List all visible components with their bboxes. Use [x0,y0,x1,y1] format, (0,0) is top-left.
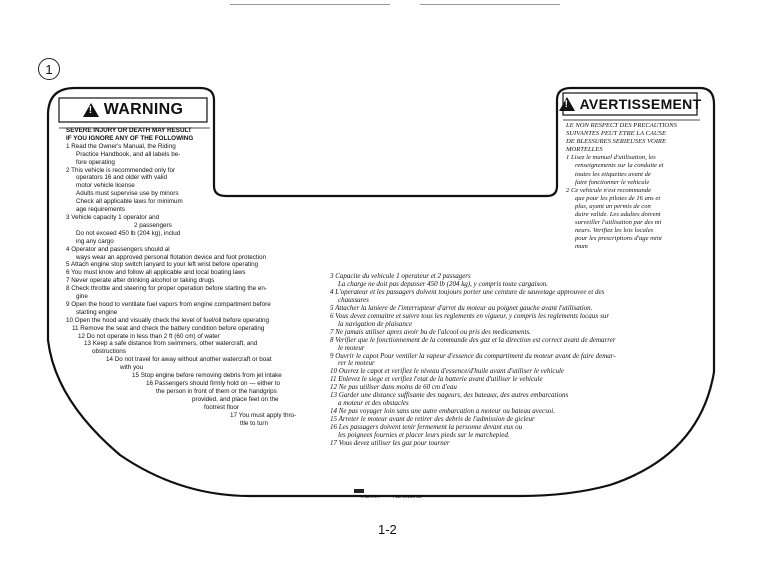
warning-line: 16 Passengers should firmly hold on — either to [146,380,281,387]
avertissement-line: 7 Ne jamais utiliser apres avoir bu de l'alcool ou pris des medicaments. [330,327,531,336]
warning-line: 8 Check throttle and steering for proper operation before starting the en- [66,285,267,293]
avertissement-line: renseignements sur la conduite et [575,162,664,170]
warning-line: fore operating [76,158,115,166]
warning-line: 2 This vehicle is recommended only for [66,166,176,174]
part-number: F1B-84181-22 [392,494,422,499]
label-reference [360,494,421,499]
avertissement-line: 16 Les passagers doivent tenir fermement la personne devant eux ou [330,423,523,432]
avertissement-line: 6 Vous devez connaitre et suivre tous les reglements en vigueur, y compris les reglements locaux sur [330,311,610,320]
warning-triangle-icon [83,103,99,117]
warning-text [66,127,296,427]
avertissement-line: 12 Ne pas utiliser dans moins de 60 cm d'eau [330,383,457,392]
avertissement-line: a moteur et des obstacles [338,399,409,408]
warning-line: provided, and place feet on the [192,395,279,403]
warning-line: gine [76,293,88,301]
warning-line: 12 Do not operate in less than 2 ft (60 cm) of water [78,332,220,340]
avertissement-line: la navigation de plaisance [338,319,413,328]
warning-line: ttle to turn [240,419,269,427]
avertissement-line: 15 Arreter le moteur avant de retirer des debris de l'admission de gicleur [330,415,535,424]
warning-line: the person in front of them or the handgrips [156,387,277,395]
warning-line: 4 Operator and passengers should al [66,245,170,253]
avertissement-triangle-icon [559,97,575,111]
warning-line: 15 Stop engine before removing debris from jet intake [132,372,282,380]
avertissement-line: les poignees fournies et placer leurs pieds sur le marchepied. [338,431,510,440]
warning-line: footrest floor [204,403,239,411]
warning-line: 9 Open the hood to ventilate fuel vapors from engine compartment before [66,300,271,308]
warning-line: 6 You must know and follow all applicable and local boating laws [66,269,246,277]
avertissement-line: faire fonctionner le vehicule [575,178,650,186]
avertissement-line: 1 Lisez le manuel d'utilisation, les [566,154,656,162]
avertissement-line: LE NON RESPECT DES PRECAUTIONS [566,122,677,129]
avertissement-line: 13 Garder une distance suffisante des nageurs, des bateaux, des autres embarcations [330,391,569,400]
avertissement-line: MORTELLES [566,146,603,154]
warning-line: with you [120,364,144,372]
avertissement-line: 5 Attacher la laniere de l'interrupteur d'arret du moteur au poignet gauche avant l'utilisation. [330,303,593,312]
warning-line: 7 Never operate after drinking alcohol or taking drugs [66,277,215,285]
avertissement-line: 14 Ne pas voyager loin sans une autre embarcation a moteur ou bateau avecsoi. [330,407,556,416]
avertissement-header [563,93,702,115]
avertissement-line: chaussures [338,295,369,304]
avertissement-line: duire valide. Les adultes doivent [575,211,661,219]
avertissement-line: 8 Verifier que le fonctionnement de la commande des gaz et la direction est correct avant de demarrer [330,335,616,344]
warning-line: starting engine [76,308,118,316]
avertissement-line: La charge ne doit pas depasser 450 lb (204 kg), y compris toute cargaison. [338,279,549,288]
warning-line: ways wear an approved personal flotation device and foot protection [76,253,267,261]
warning-line: 13 Keep a safe distance from swimmers, other watercraft, and [84,340,258,348]
avertissement-line: surveiller l'utilisation par des mi [575,219,662,227]
avertissement-line: pour les prescriptions d'age mini [575,235,662,243]
avertissement-text-bottom [330,273,616,448]
warning-line: 1 Read the Owner's Manual, the Riding [66,142,176,150]
avertissement-line: mum [575,243,588,251]
warning-title: WARNING [103,101,184,118]
avertissement-line: SUIVANTES PEUT ETRE LA CAUSE [566,130,667,138]
warning-line: age requirements [76,206,126,214]
warning-line: Check all applicable laws for minimum [76,198,183,206]
avertissement-line: 2 Ce vehicule n'est recommande [566,186,652,194]
avertissement-line: DE BLESSURES SERIEUSES VOIRE [566,138,666,146]
warning-line: Practice Handbook, and all labels be- [76,150,181,158]
avertissement-line: rer le moteur [338,359,375,368]
warning-line: 17 You must apply thro- [230,411,297,419]
avertissement-line: neurs. Verifiez les lois locales [575,227,654,235]
avertissement-line: que pour les pilotes de 16 ans et [575,194,661,202]
warning-line: 14 Do not travel for away without another watercraft or boat [106,356,272,364]
avertissement-line: plus, ayant un permis de con [575,202,651,210]
avertissement-line: 3 Capacite du vehicule 1 operateur et 2 passagers [330,272,471,280]
warning-line: Do not exceed 450 lb (204 kg), includ [76,229,181,237]
warning-line: operators 16 and older with valid [76,174,168,182]
avertissement-line: 11 Enlevez le siege et verifiez l'etat de la batterie avant d'utiliser le vehicule [330,375,543,384]
avertissement-line: le moteur [338,343,365,352]
figure-marker: 1 [38,58,60,80]
avertissement-line: 17 Vous devez utiliser les gaz pour tourner [330,439,450,448]
avertissement-text-top [566,122,677,252]
warning-line: SEVERE INJURY OR DEATH MAY RESULT [66,127,192,134]
warning-line: 5 Attach engine stop switch lanyard to your left wrist before operating [66,261,259,269]
avertissement-line: 9 Ouvrir le capot Pour ventiler la vapeur d'essence du compartiment du moteur avant de faire demar- [330,351,616,360]
avertissement-line: toutes les etiquettes avant de [575,170,651,178]
warning-line: ing any cargo [76,237,114,245]
avertissement-line: 4 L'operateur et les passagers doivent toujours porter une ceinture de sauvetage approuvee et des [330,287,605,296]
avertissement-title: AVERTISSEMENT [579,96,702,112]
avertissement-line: 10 Ouvrez le capot et verifiez le niveau d'essence/d'huile avant d'utiliser le vehicule [330,367,564,376]
page-number: 1-2 [378,522,397,537]
warning-line: 3 Vehicle capacity 1 operator and [66,213,160,221]
warning-line: motor vehicle license [76,182,135,190]
warning-line: obstructions [92,348,126,356]
warning-line: 10 Open the hood and visually check the level of fuel/oil before operating [66,316,270,324]
warning-line: 11 Remove the seat and check the battery condition before operating [72,324,265,332]
warning-line: IF YOU IGNORE ANY OF THE FOLLOWING [66,134,194,142]
warning-line: 2 passengers [134,221,172,229]
brand-code: YAMAHA [360,494,379,499]
warning-header [59,98,207,122]
warning-line: Adults must supervise use by minors [76,190,179,198]
